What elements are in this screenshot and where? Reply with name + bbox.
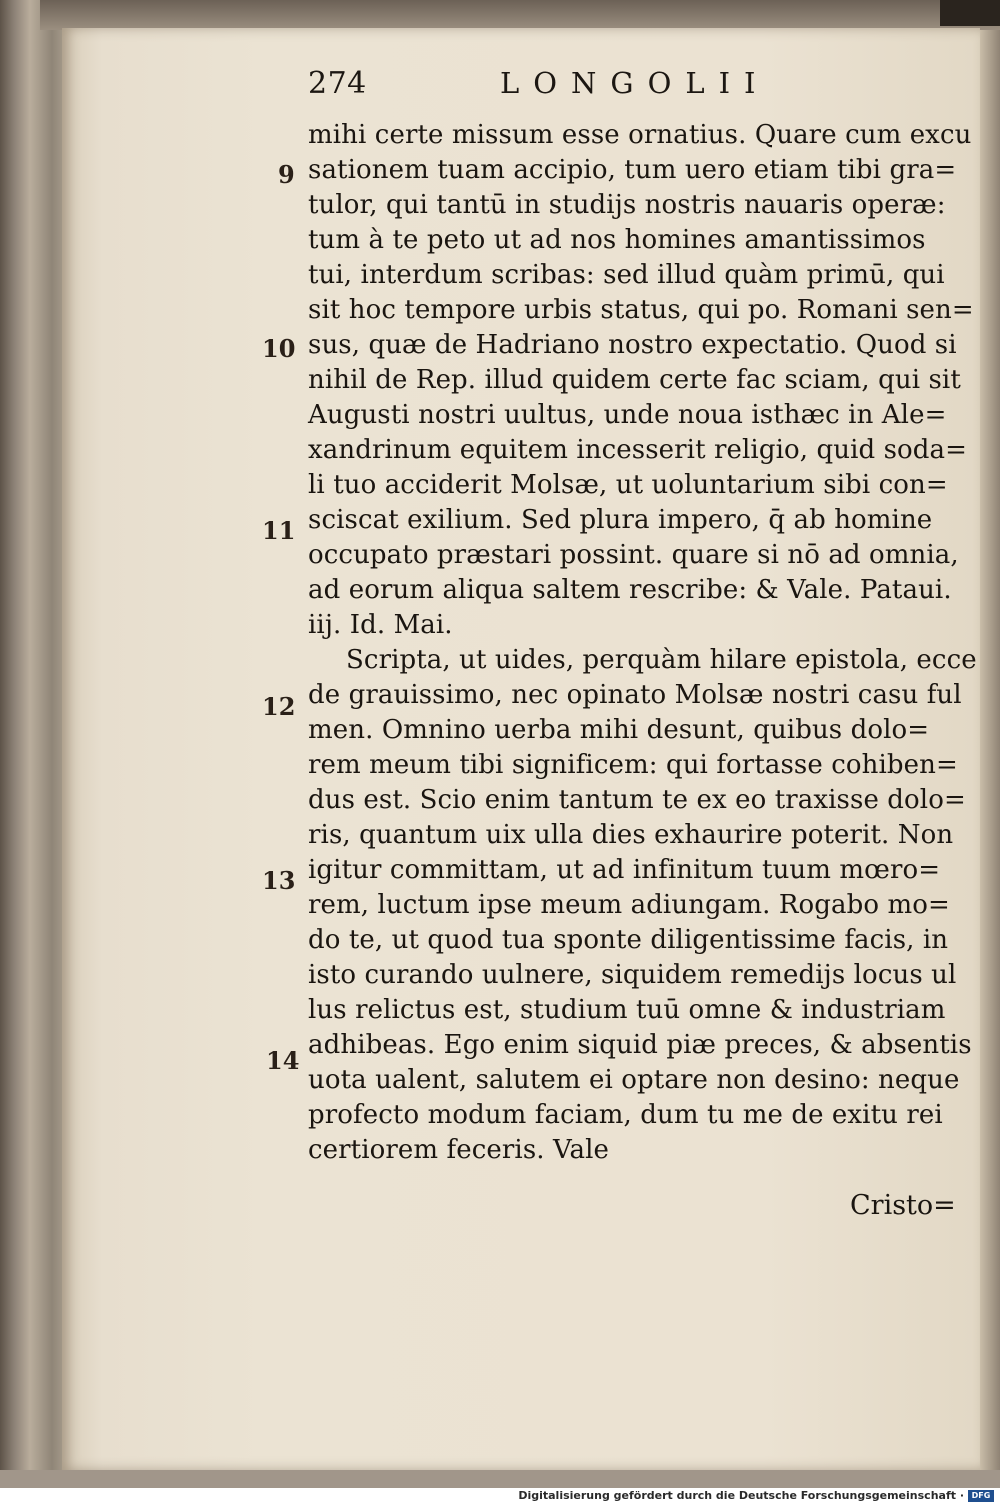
dfg-logo-icon: DFG [968,1490,994,1502]
text-line: sationem tuam accipio, tum uero etiam tibi gra= [308,155,957,185]
margin-number: 13 [262,866,296,895]
text-line: ad eorum aliqua saltem rescribe: & Vale. Pataui. [308,575,952,605]
text-line: mihi certe missum esse ornatius. Quare cum excu [308,120,972,150]
page-header [308,66,968,116]
text-line: do te, ut quod tua sponte diligentissime facis, in [308,925,949,955]
margin-number: 9 [278,160,295,189]
scan-corner [940,0,1000,26]
page-number: 274 [308,66,367,101]
text-line: iij. Id. Mai. [308,610,453,640]
margin-number: 12 [262,692,296,721]
text-line: tum à te peto ut ad nos homines amantissimos [308,225,926,255]
text-line: isto curando uulnere, siquidem remedijs locus ul [308,960,957,990]
text-line: uota ualent, salutem ei optare non desino: neque [308,1065,960,1095]
text-line: lus relictus est, studium tuū omne & industriam [308,995,946,1025]
text-line: sit hoc tempore urbis status, qui po. Romani sen= [308,295,974,325]
text-line: profecto modum faciam, dum tu me de exitu rei [308,1100,943,1130]
book-top-edge [40,0,1000,30]
text-line: occupato præstari possint. quare si nō ad omnia, [308,540,959,570]
margin-number: 10 [262,334,296,363]
margin-number: 11 [262,516,296,545]
text-line: igitur committam, ut ad infinitum tuum mœro= [308,855,941,885]
text-line: adhibeas. Ego enim siquid piæ preces, & absentis [308,1030,972,1060]
text-line: tui, interdum scribas: sed illud quàm primū, qui [308,260,945,290]
page-right-edge [978,30,1000,1470]
text-line: xandrinum equitem incesserit religio, quid soda= [308,435,968,465]
text-line: sus, quæ de Hadriano nostro expectatio. Quod si [308,330,957,360]
text-line: dus est. Scio enim tantum te ex eo traxisse dolo= [308,785,966,815]
text-line: li tuo acciderit Molsæ, ut uoluntarium sibi con= [308,470,948,500]
margin-number: 14 [266,1046,300,1075]
text-line: men. Omnino uerba mihi desunt, quibus dolo= [308,715,930,745]
text-line: de grauissimo, nec opinato Molsæ nostri casu ful [308,680,962,710]
text-line: tulor, qui tantū in studijs nostris nauaris operæ: [308,190,946,220]
text-line: rem meum tibi significem: qui fortasse cohiben= [308,750,958,780]
footer-bar [0,1488,1000,1505]
text-line: rem, luctum ipse meum adiungam. Rogabo mo= [308,890,950,920]
text-line: sciscat exilium. Sed plura impero, q̄ ab homine [308,505,933,535]
running-head: LONGOLII [500,66,770,100]
catchword: Cristo= [850,1190,956,1221]
book-bottom-edge [0,1470,1000,1488]
text-line: certiorem feceris. Vale [308,1135,609,1165]
text-line: ris, quantum uix ulla dies exhaurire poterit. Non [308,820,954,850]
text-line: Scripta, ut uides, perquàm hilare epistola, ecce [346,645,977,675]
text-line: nihil de Rep. illud quidem certe fac sciam, qui sit [308,365,961,395]
text-line: Augusti nostri uultus, unde noua isthæc in Ale= [308,400,947,430]
footer-credit: Digitalisierung gefördert durch die Deutsche Forschungsgemeinschaft · [518,1489,964,1502]
